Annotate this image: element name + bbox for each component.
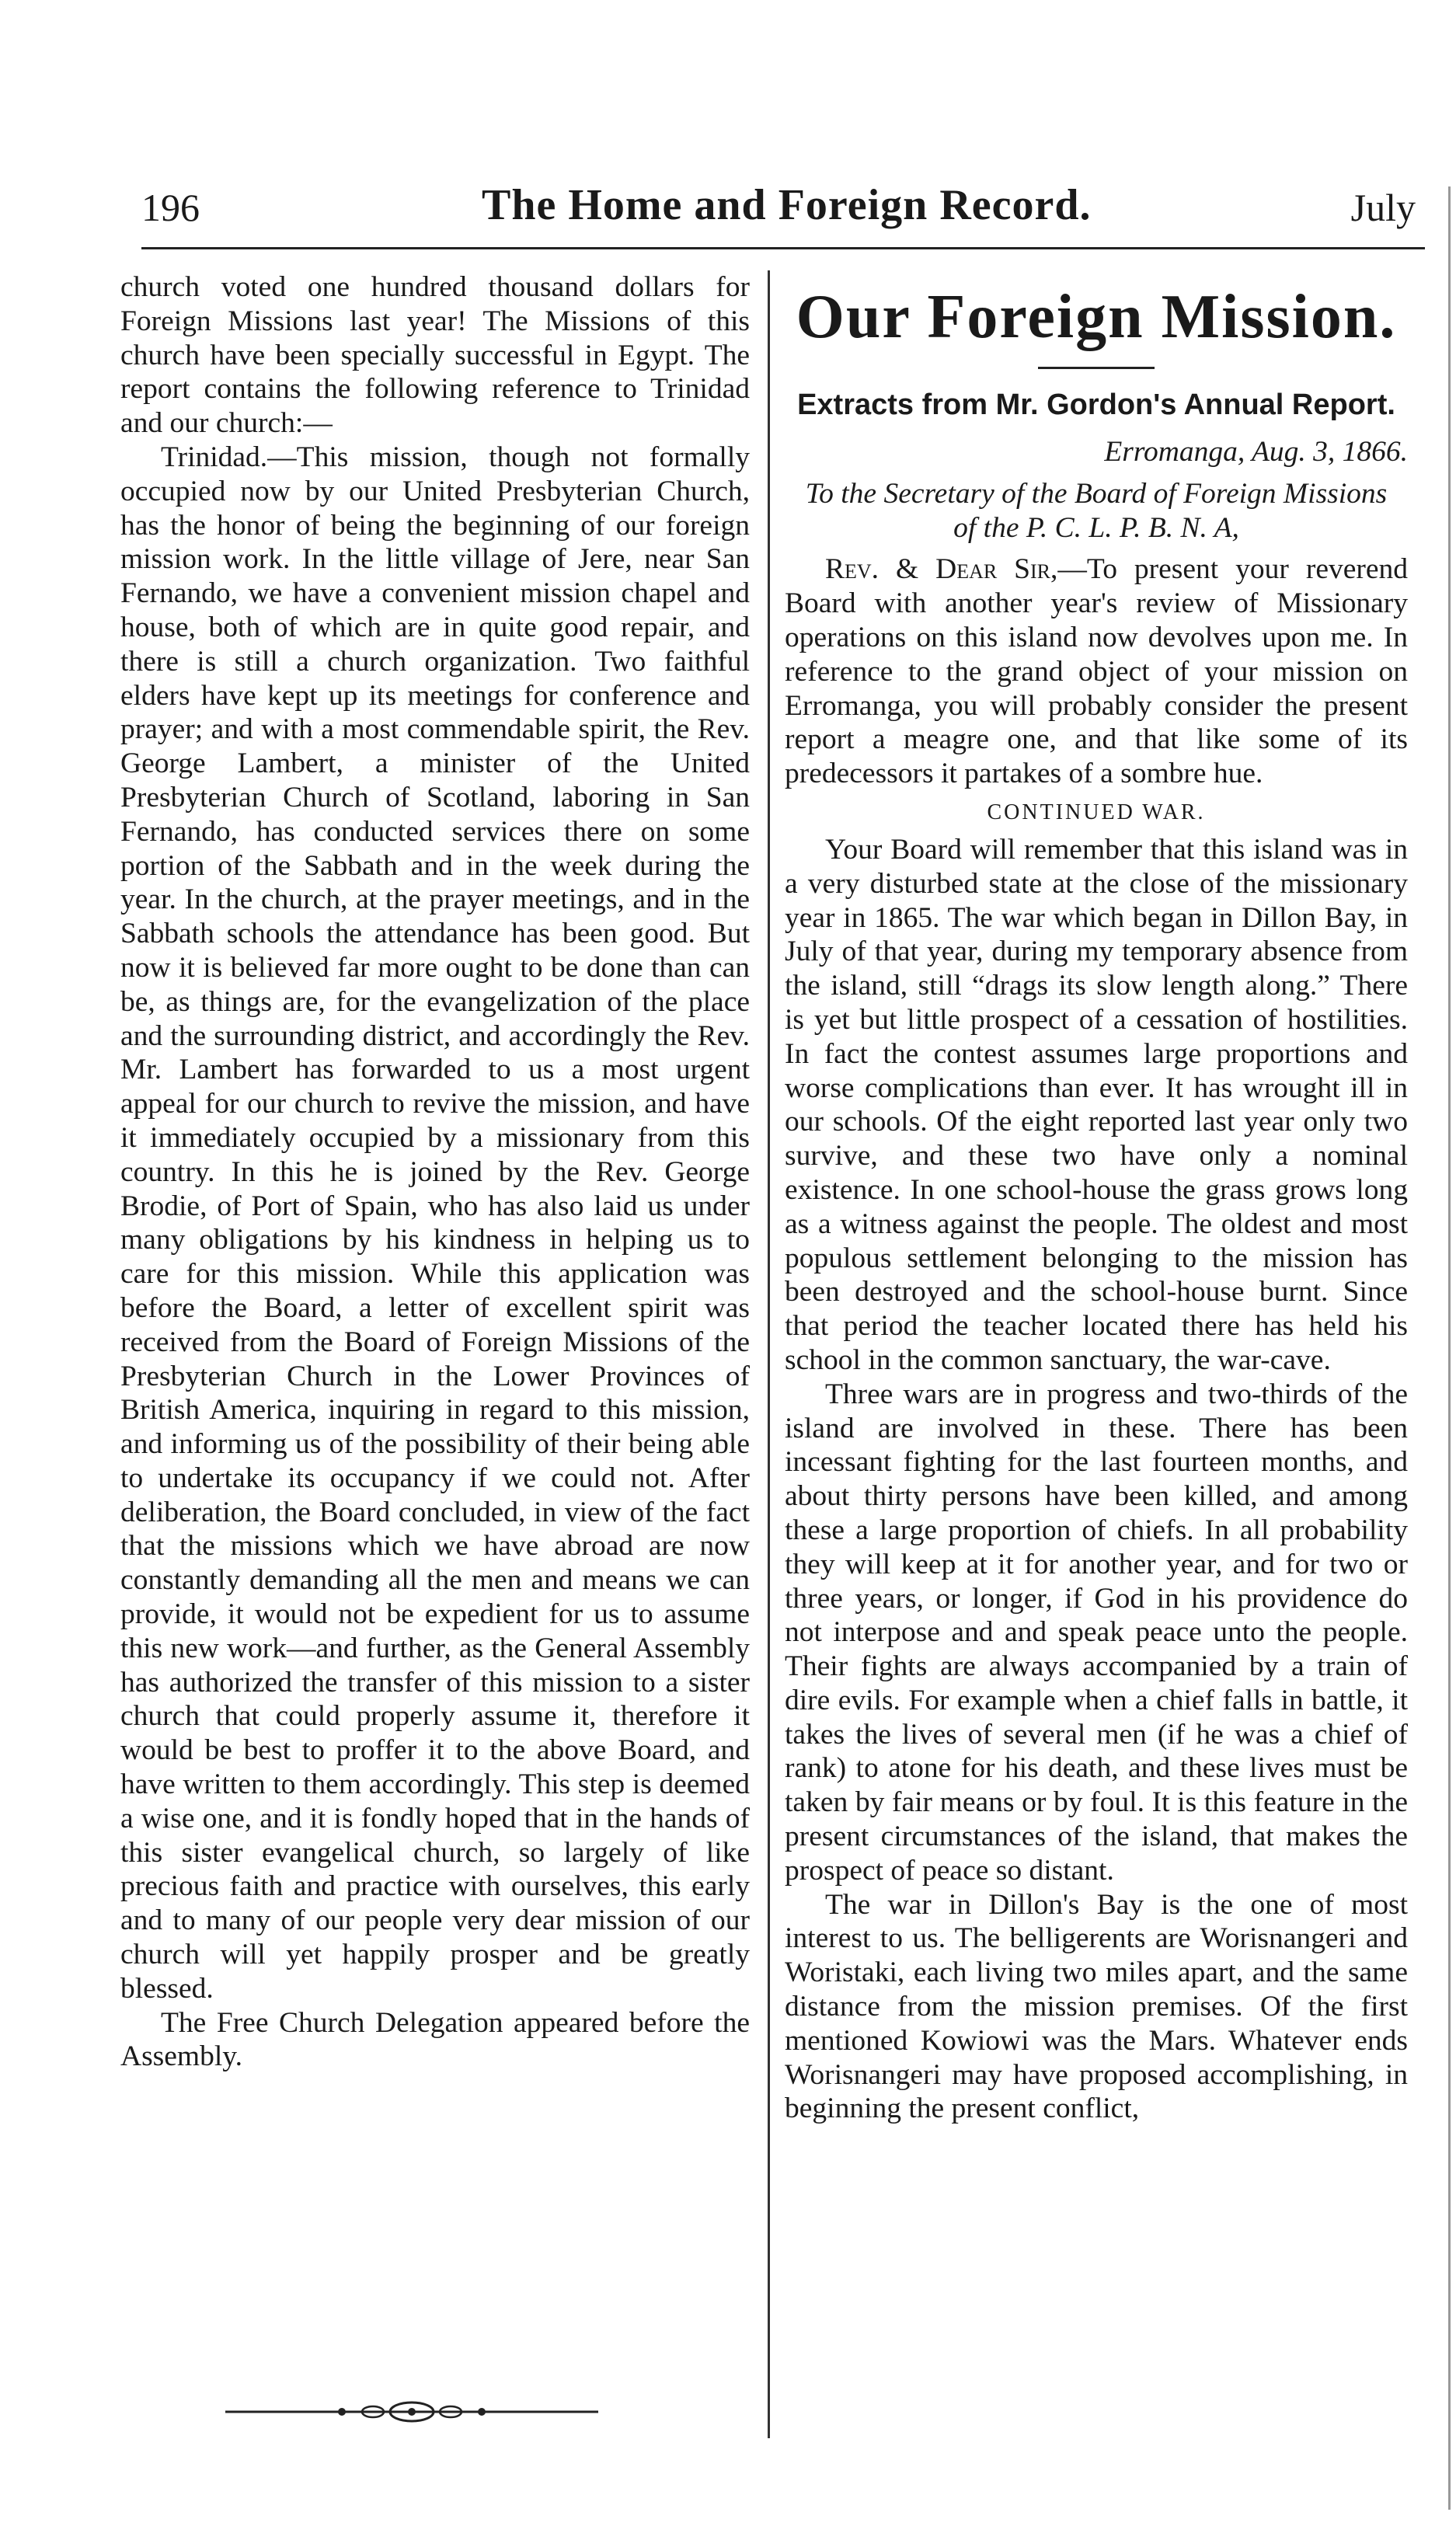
left-paragraph-1: church voted one hundred thousand dollars for Foreign Missions last year! The Missions of this church have been specially successful in Egypt. The report contains the following reference to Trinidad and our church:— [120,271,750,440]
subheading: CONTINUED WAR. [987,800,1206,824]
left-paragraph-2: Trinidad.—This mission, though not formally occupied now by our United Presbyterian Church, has the honor of being the beginning of our foreign mission work. In the little village of Jere, near San Fernando, we have a convenient mission chapel and house, both of which are in quite good repair, and there is still a church organization. Two faithful elders have kept up its meetings for conference and prayer; and with a most commendable spirit, the Rev. George Lambert, a minister of the United Presbyterian Church of Scotland, laboring in San Fernando, has conducted services there on some portion of the Sabbath and in the week during the year. In the church, at the prayer meetings, and in the Sabbath schools the attendance has been good. But now it is believed far more ought to be done than can be, as things are, for the evangelization of the place and the surrounding district, and accordingly the Rev. Mr. Lambert has forwarded to us a most urgent appeal for our church to revive the mission, and have it immediately occupied by a missionary from this country. In this he is joined by the Rev. George Brodie, of Port of Spain, who has also laid us under many obligations by his kindness in helping us to care for this mission. While this application was before the Board, a letter of excellent spirit was received from the Board of Foreign Missions of the Presbyterian Church in the Lower Provinces of British America, inquiring in regard to this mission, and informing us of the possibility of their being able to undertake its occupancy if we could not. After deliberation, the Board concluded, in view of the fact that the missions which we have abroad are now constantly demanding all the men and means we can provide, it would not be expedient for us to assume this new work—and further, as the General Assembly has authorized the transfer of this mission to a sister church that could properly assume it, therefore it would be best to proffer it to the above Board, and have written to them accordingly. This step is deemed a wise one, and it is fondly hoped that in the hands of this sister evangelical church, so largely of like precious faith and practice with ourselves, this early and to many of our people very dear mission of our church will yet happily prosper and be greatly blessed. [120,441,750,2005]
page-header [0,0,1456,264]
opening-text: —To present your reverend Board with another year's review of Missionary operations on this island now devolves upon me. In reference to the grand object of your mission on Erromanga, you will probably consider the present report a meagre one, and that like some of its predecessors it partakes of a sombre hue. [785,553,1408,790]
journal-title: The Home and Foreign Record. [482,181,1092,229]
extract-heading: Extracts from Mr. Gordon's Annual Report. [797,388,1395,421]
title-rule [1038,367,1155,369]
section-title: Our Foreign Mission. [796,283,1397,351]
right-paragraph-3: The war in Dillon's Bay is the one of most interest to us. The belligerents are Worisnangeri and Woristaki, each living two miles apart, and the same distance from the mission premises. Of the first mentioned Kowiowi was the Mars. Whatever ends Worisnangeri may have proposed accomplishing, in beginning the present conflict, [785,1888,1408,2125]
page-number: 196 [141,186,200,229]
letter-dateline: Erromanga, Aug. 3, 1866. [1104,436,1408,468]
letter-opening [785,552,1408,791]
column-divider [768,270,770,2438]
right-paragraph-2: Three wars are in progress and two-thirds of the island are involved in these. There has been incessant fighting for the last fourteen months, and about thirty persons have been killed, and among these a large proportion of chiefs. In all probability they will keep at it for another year, and for two or three years, or longer, if God in his providence do not interpose and and speak peace unto the people. Their fights are always accompanied by a train of dire evils. For example when a chief falls in battle, it takes the lives of several men (if he was a chief of rank) to atone for his death, and these lives must be taken by fair means or by foul. It is this feature in the present circumstances of the island, that makes the prospect of peace so distant. [785,1378,1408,1887]
page-edge-line [1448,186,1451,2510]
left-paragraph-3: The Free Church Delegation appeared before the Assembly. [120,2006,750,2073]
letter-addressee: To the Secretary of the Board of Foreign Missions of the P. C. L. P. B. N. A, [805,477,1388,544]
right-column [785,270,1408,2126]
ornament-divider [225,2398,598,2426]
left-column [120,270,750,2074]
header-rule [141,247,1425,249]
right-paragraph-1: Your Board will remember that this island was in a very disturbed state at the close of the missionary year in 1865. The war which began in Dillon Bay, in July of that year, during my temporary absence from the island, still “drags its slow length along.” There is yet but little prospect of a cessation of hostilities. In fact the contest assumes large proportions and worse complications than ever. It has wrought ill in our schools. Of the eight reported last year only two survive, and these two have only a nominal existence. In one school-house the grass grows long as a witness against the people. The oldest and most populous settlement belonging to the mission has been destroyed and the school-house burnt. Since that period the teacher located there has held his school in the common sanctuary, the war-cave. [785,833,1408,1376]
issue-month: July [1350,186,1416,229]
salutation: Rev. & Dear Sir, [825,553,1058,586]
